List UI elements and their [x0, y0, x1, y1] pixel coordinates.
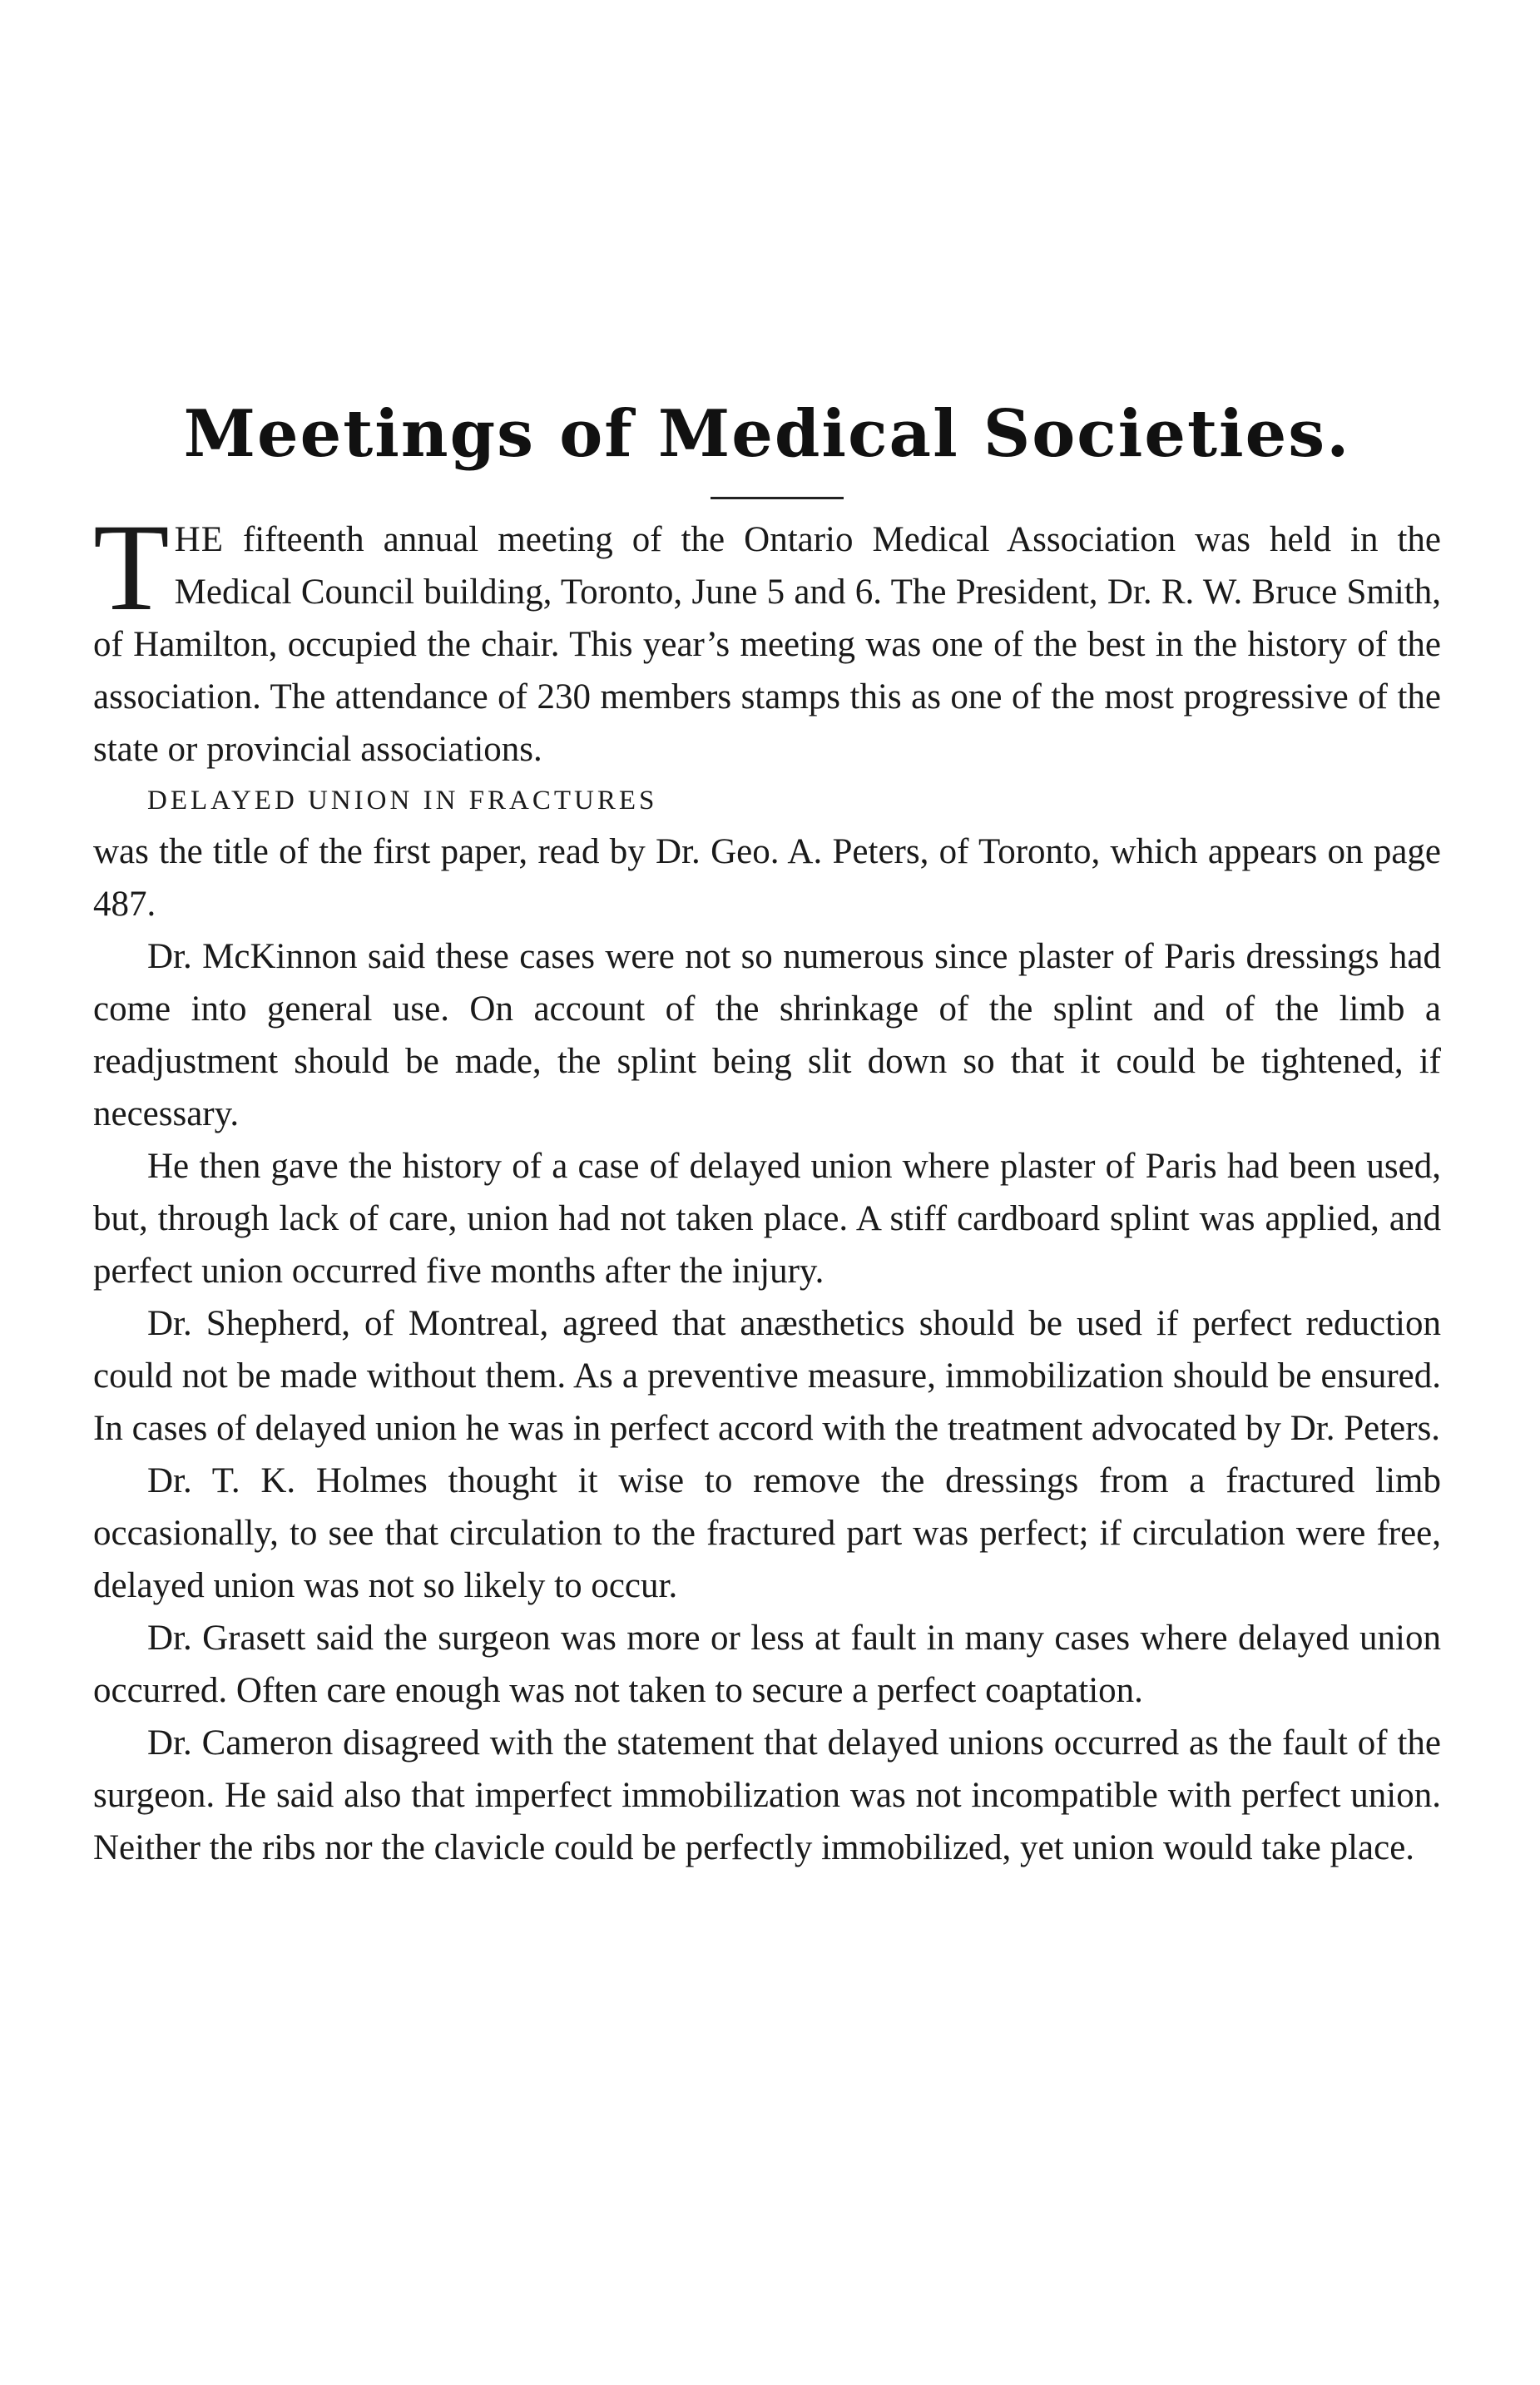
paragraph-holmes: Dr. T. K. Holmes thought it wise to remove the dressings from a fractured limb occasionally, to see that circulation to the fractured part was perfect; if circulation were free, delayed union was not so likely to occur. [93, 1461, 1441, 1605]
intro-first-word: HE [174, 520, 224, 559]
paragraph-case-history: He then gave the history of a case of delayed union where plaster of Paris had been used, but, through lack of care, union had not taken place. A stiff cardboard splint was applied, and perfect union occurred five months after the injury. [93, 1147, 1441, 1291]
paragraph-grasett: Dr. Grasett said the surgeon was more or less at fault in many cases where delayed union occurred. Often care enough was not taken to secure a perfect coaptation. [93, 1619, 1441, 1710]
intro-paragraph [93, 498, 1441, 776]
intro-text: fifteenth annual meeting of the Ontario Medical Association was held in the Medical Council building, Toronto, June 5 and 6. The President, Dr. R. W. Bruce Smith, of Hamilton, occupied the chair. This year’s meeting was one of the best in the history of the association. The attendance of 230 members stamps this as one of the most progressive of the state or provincial associations. [93, 520, 1441, 769]
document-page [93, 0, 1441, 2385]
paragraph-peters: was the title of the first paper, read by Dr. Geo. A. Peters, of Toronto, which appears on page 487. [93, 832, 1441, 924]
title-divider [711, 497, 844, 499]
paragraph-mckinnon: Dr. McKinnon said these cases were not so numerous since plaster of Paris dressings had come into general use. On account of the shrinkage of the splint and of the limb a readjustment should be made, the splint being slit down so that it could be tightened, if necessary. [93, 937, 1441, 1133]
paragraph-cameron: Dr. Cameron disagreed with the statement that delayed unions occurred as the fault of the surgeon. He said also that imperfect immobilization was not incompatible with perfect union. Neither the ribs nor the clavicle could be perfectly immobilized, yet union would take place. [93, 1723, 1441, 1867]
drop-cap: T [93, 498, 170, 637]
paragraph-shepherd: Dr. Shepherd, of Montreal, agreed that anæsthetics should be used if perfect reduction could not be made without them. As a preventive measure, immobilization should be ensured. In cases of delayed union he was in perfect accord with the treatment advocated by Dr. Peters. [93, 1304, 1441, 1448]
section-subheading: DELAYED UNION IN FRACTURES [147, 786, 658, 816]
page-title: Meetings of Medical Societies. [183, 396, 1351, 472]
article-body [93, 498, 1441, 1874]
